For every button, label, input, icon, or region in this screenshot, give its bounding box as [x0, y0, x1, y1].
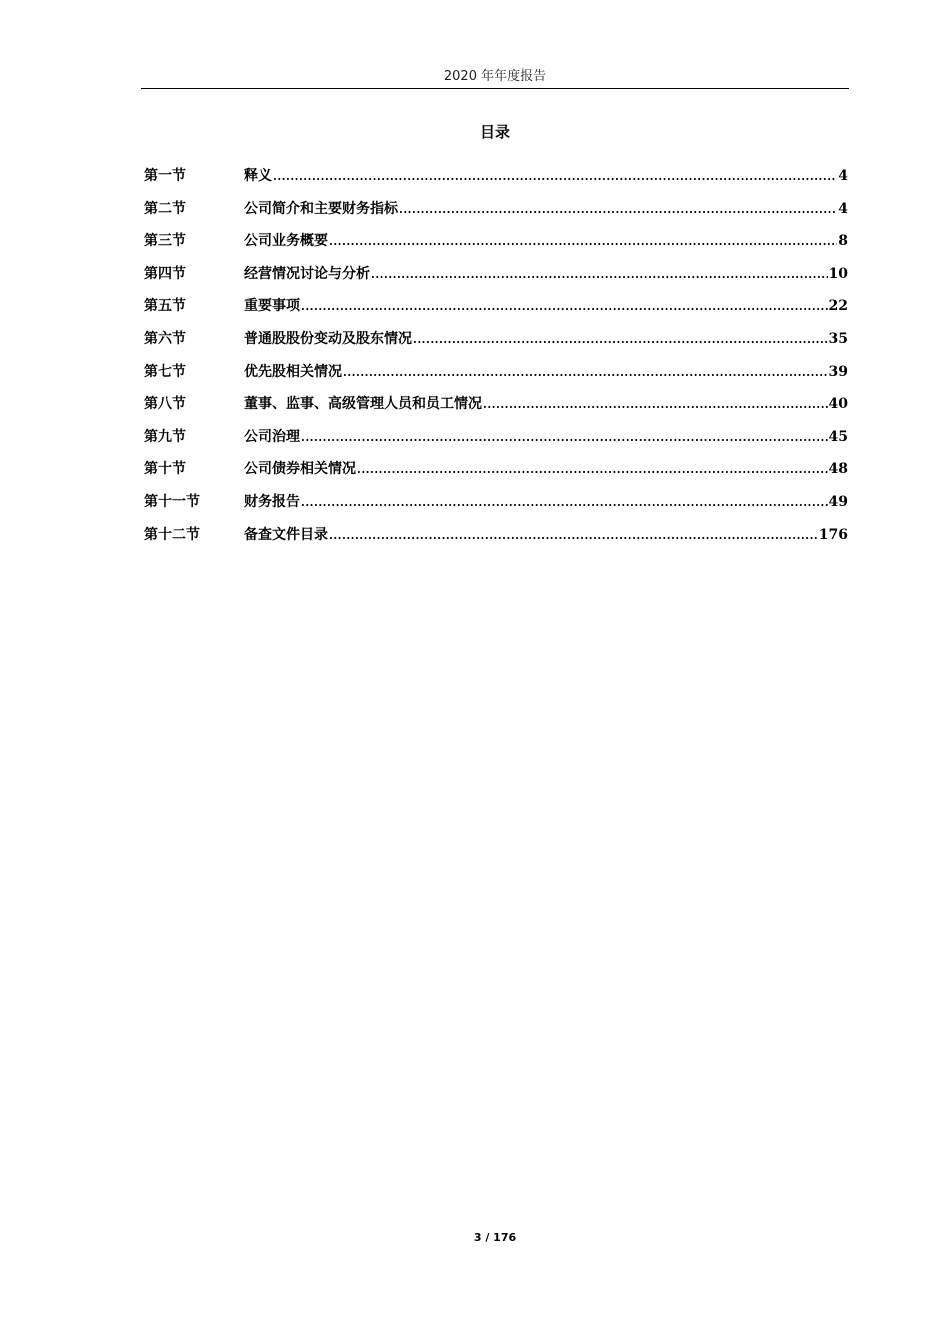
toc-entry-8[interactable]	[144, 393, 848, 426]
page-header: 2020 年年度报告	[443, 69, 547, 84]
toc-entry-1[interactable]	[144, 165, 848, 198]
toc-page-number: 35	[828, 330, 848, 347]
toc-section-number: 第七节	[144, 363, 186, 380]
toc-dot-leader	[329, 231, 837, 253]
toc-page-number: 4	[838, 168, 848, 184]
toc-entry-9[interactable]	[144, 426, 848, 459]
toc-entry-11[interactable]	[144, 491, 848, 524]
toc-section-number: 第十一节	[144, 493, 200, 510]
toc-page-number: 49	[828, 493, 848, 510]
toc-page-number: 176	[818, 526, 848, 543]
toc-dot-leader	[301, 492, 828, 514]
toc-section-number: 第五节	[144, 298, 186, 315]
toc-entry-7[interactable]	[144, 361, 848, 394]
toc-section-title: 优先股相关情况	[244, 363, 342, 380]
toc-entry-3[interactable]	[144, 230, 848, 263]
toc-section-number: 第一节	[144, 168, 186, 184]
toc-dot-leader	[301, 296, 828, 318]
page-number-footer: 3 / 176	[473, 1231, 517, 1244]
toc-section-title: 经营情况讨论与分析	[244, 265, 370, 282]
toc-page-number: 45	[828, 428, 848, 445]
toc-page-number: 48	[828, 461, 848, 478]
toc-page-number: 8	[838, 233, 848, 250]
toc-page-number: 22	[828, 298, 848, 315]
toc-entry-4[interactable]	[144, 263, 848, 296]
toc-page-number: 39	[828, 363, 848, 380]
toc-title: 目录	[479, 123, 510, 141]
toc-section-title: 公司债券相关情况	[244, 461, 356, 478]
toc-dot-leader	[371, 264, 828, 286]
toc-section-number: 第四节	[144, 265, 186, 282]
toc-entry-10[interactable]	[144, 458, 848, 491]
toc-dot-leader	[399, 199, 837, 221]
toc-list	[144, 165, 848, 556]
toc-entry-2[interactable]	[144, 198, 848, 231]
toc-section-number: 第八节	[144, 396, 186, 413]
toc-section-number: 第三节	[144, 233, 186, 250]
toc-section-title: 公司业务概要	[244, 233, 328, 250]
toc-section-number: 第二节	[144, 200, 186, 217]
toc-entry-6[interactable]	[144, 328, 848, 361]
toc-entry-12[interactable]	[144, 524, 848, 557]
toc-section-title: 备查文件目录	[244, 526, 328, 543]
toc-page-number: 4	[838, 200, 848, 217]
toc-section-title: 重要事项	[244, 298, 300, 315]
toc-section-title: 释义	[244, 168, 272, 184]
toc-page-number: 40	[828, 396, 848, 413]
toc-section-number: 第十二节	[144, 526, 200, 543]
header-divider	[141, 88, 849, 89]
toc-dot-leader	[301, 427, 828, 449]
toc-dot-leader	[483, 394, 828, 416]
toc-page-number: 10	[828, 265, 848, 282]
toc-dot-leader	[343, 362, 828, 384]
toc-section-title: 财务报告	[244, 493, 300, 510]
toc-entry-5[interactable]	[144, 295, 848, 328]
toc-section-title: 公司简介和主要财务指标	[244, 200, 398, 217]
toc-dot-leader	[357, 459, 828, 481]
toc-section-title: 董事、监事、高级管理人员和员工情况	[244, 396, 482, 413]
toc-section-number: 第十节	[144, 461, 186, 478]
toc-section-title: 公司治理	[244, 428, 300, 445]
toc-dot-leader	[273, 166, 837, 188]
toc-section-number: 第六节	[144, 330, 186, 347]
toc-section-number: 第九节	[144, 428, 186, 445]
toc-section-title: 普通股股份变动及股东情况	[244, 330, 412, 347]
toc-dot-leader	[413, 329, 828, 351]
toc-dot-leader	[329, 525, 818, 547]
